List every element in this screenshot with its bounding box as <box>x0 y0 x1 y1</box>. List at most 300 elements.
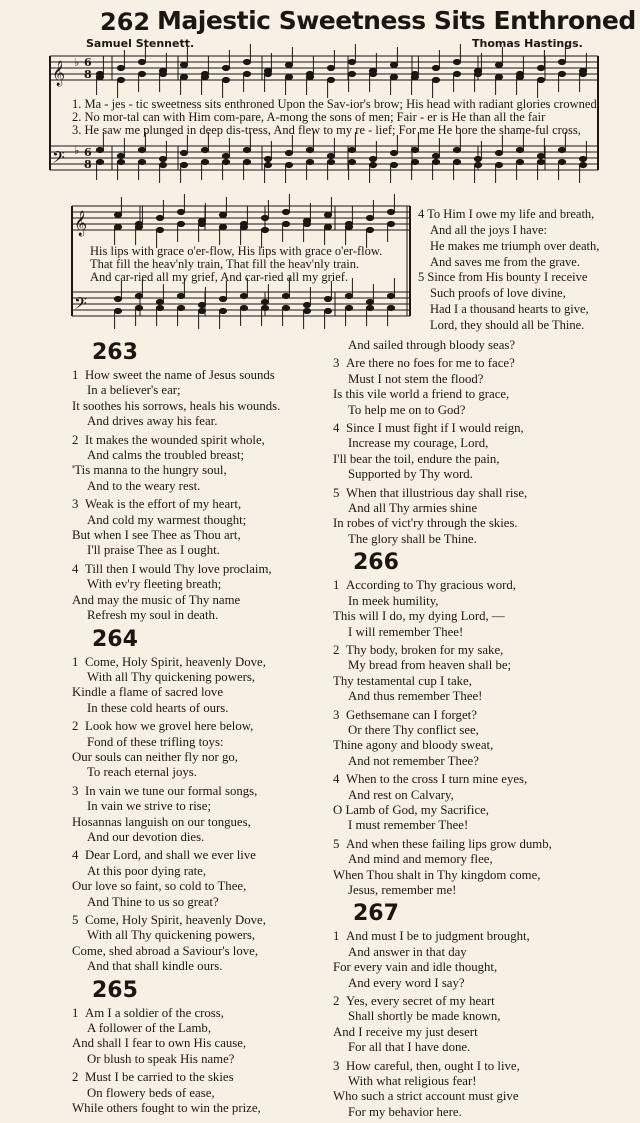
note-head <box>96 147 103 152</box>
hymn-number-264: 264 <box>92 626 138 652</box>
verse-line: O Lamb of God, my Sacrifice, <box>333 802 490 817</box>
note-head <box>495 150 502 155</box>
verse-line: Who such a strict account must give <box>333 1089 519 1104</box>
note-head <box>114 212 121 217</box>
svg-text:𝄞: 𝄞 <box>74 211 88 236</box>
svg-text:♭: ♭ <box>74 56 80 69</box>
verse-line: And drives away his fear. <box>87 414 218 429</box>
verse-line: I must remember Thee! <box>348 818 469 833</box>
verse-1 <box>72 368 362 430</box>
hymn-number-263: 263 <box>92 340 138 365</box>
note-head <box>387 305 394 310</box>
side-stanza-4 <box>418 206 599 270</box>
note-head <box>177 221 184 226</box>
note-head <box>306 74 313 79</box>
svg-text:♭: ♭ <box>74 144 80 157</box>
verse-text: It makes the wounded spirit whole, <box>85 432 265 447</box>
note-head <box>495 74 502 79</box>
verse-line <box>333 994 623 1009</box>
verse-line: In these cold hearts of ours. <box>87 700 229 715</box>
note-head <box>369 71 376 76</box>
verse-text: Gethsemane can I forget? <box>346 707 477 722</box>
note-head <box>345 224 352 229</box>
note-head <box>135 224 142 229</box>
note-head <box>114 308 121 313</box>
verse-number: 5 <box>333 485 340 500</box>
note-head <box>324 296 331 301</box>
note-head <box>366 305 373 310</box>
note-head <box>156 299 163 304</box>
note-head <box>222 65 229 70</box>
verse-line: And may the music of Thy name <box>72 592 241 607</box>
verse-text: Since I must fight if I would reign, <box>346 421 524 436</box>
note-head <box>177 209 184 214</box>
verse-line <box>72 1070 362 1085</box>
note-head <box>390 150 397 155</box>
verse-3 <box>72 784 362 846</box>
note-head <box>264 156 271 161</box>
note-head <box>264 162 271 167</box>
verse-number: 3 <box>333 1058 340 1073</box>
note-head <box>117 65 124 70</box>
verse-text: Come, Holy Spirit, heavenly Dove, <box>85 654 266 669</box>
note-head <box>432 159 439 164</box>
svg-text:𝄢: 𝄢 <box>52 147 65 171</box>
verse-line: And shall I fear to own His cause, <box>72 1036 247 1051</box>
note-head <box>390 74 397 79</box>
verse-number: 4 <box>72 561 79 576</box>
lyricist-credit: Samuel Stennett. <box>86 37 195 50</box>
note-head <box>261 227 268 232</box>
verse-line: To help me on to God? <box>348 402 466 417</box>
verse-text: Till then I would Thy love proclaim, <box>85 561 272 576</box>
verse-line <box>333 708 623 723</box>
verse-line: And rest on Calvary, <box>348 787 454 802</box>
note-head <box>138 71 145 76</box>
note-head <box>240 305 247 310</box>
verse-line: And to the weary rest. <box>87 478 201 493</box>
side-stanza-5 <box>418 269 589 333</box>
verse-line: This will I do, my dying Lord, — <box>333 609 505 624</box>
note-head <box>222 153 229 158</box>
note-head <box>198 302 205 307</box>
verse-line: And all Thy armies shine <box>348 501 478 516</box>
svg-text:6: 6 <box>84 146 92 159</box>
verse-line: It soothes his sorrows, heals his wounds. <box>72 398 281 413</box>
stanza-line: And saves me from the grave. <box>430 255 580 269</box>
note-head <box>369 162 376 167</box>
note-head <box>558 147 565 152</box>
note-head <box>219 296 226 301</box>
note-head <box>474 156 481 161</box>
verse-5 <box>72 913 362 975</box>
verse-line: Thy testamental cup I take, <box>333 673 472 688</box>
note-head <box>348 71 355 76</box>
verse-1 <box>333 929 623 991</box>
verse-text: When that illustrious day shall rise, <box>346 485 528 500</box>
note-head <box>282 293 289 298</box>
svg-text:8: 8 <box>84 158 92 171</box>
verse-text: In vain we tune our formal songs, <box>85 783 258 798</box>
note-head <box>537 153 544 158</box>
stanza-line: Had I a thousand hearts to give, <box>430 302 589 316</box>
stanza-line: Such proofs of love divine, <box>430 286 566 300</box>
right-hymn-column <box>333 338 623 1123</box>
left-hymn-column <box>72 338 362 1119</box>
note-head <box>117 153 124 158</box>
verse-text: Are there no foes for me to face? <box>346 356 515 371</box>
note-head <box>243 159 250 164</box>
verse-number: 3 <box>333 707 340 722</box>
verse-number: 2 <box>333 642 340 657</box>
hymn-number-265: 265 <box>92 977 138 1003</box>
note-head <box>558 71 565 76</box>
verse-text: Yes, every secret of my heart <box>346 994 495 1009</box>
stanza-line: He makes me triumph over death, <box>430 239 600 253</box>
verse-line: With all Thy quickening powers, <box>87 928 256 943</box>
note-head <box>348 159 355 164</box>
note-head <box>201 159 208 164</box>
verse-line: And sailed through bloody seas? <box>348 338 516 352</box>
verse-line: At this poor dying rate, <box>87 863 207 878</box>
note-head <box>285 162 292 167</box>
note-head <box>537 77 544 82</box>
verse-line: Refresh my soul in death. <box>87 608 219 623</box>
note-head <box>432 153 439 158</box>
verse-line: Is this vile world a friend to grace, <box>333 387 510 402</box>
note-head <box>285 150 292 155</box>
note-head <box>495 62 502 67</box>
note-head <box>453 147 460 152</box>
note-head <box>156 227 163 232</box>
verse-line <box>72 368 362 383</box>
note-head <box>240 224 247 229</box>
note-head <box>366 299 373 304</box>
note-head <box>579 162 586 167</box>
note-head <box>327 65 334 70</box>
svg-text:6: 6 <box>84 56 92 69</box>
verse-line: And thus remember Thee! <box>348 689 483 704</box>
note-head <box>516 74 523 79</box>
verse-line: Jesus, remember me! <box>348 883 457 897</box>
verse-line: With all Thy quickening powers, <box>87 669 256 684</box>
note-head <box>198 221 205 226</box>
verse-line <box>333 486 623 501</box>
verse-line: And I receive my just desert <box>333 1024 478 1039</box>
verse-number: 4 <box>333 772 340 787</box>
note-head <box>96 74 103 79</box>
verse-line: For my behavior here. <box>348 1104 462 1119</box>
note-head <box>327 159 334 164</box>
note-head <box>453 71 460 76</box>
note-head <box>303 221 310 226</box>
verse-text: Thy body, broken for my sake, <box>346 642 504 657</box>
verse-number: 1 <box>72 368 79 382</box>
note-head <box>219 224 226 229</box>
verse-line <box>72 784 362 799</box>
note-head <box>306 159 313 164</box>
note-head <box>198 308 205 313</box>
note-head <box>243 147 250 152</box>
note-head <box>327 153 334 158</box>
verse-line: And answer in that day <box>348 944 467 959</box>
verse-4 <box>72 848 362 910</box>
note-head <box>411 74 418 79</box>
note-head <box>180 162 187 167</box>
verse-line: My bread from heaven shall be; <box>348 658 512 673</box>
note-head <box>285 74 292 79</box>
note-head <box>369 156 376 161</box>
verse-number: 5 <box>72 913 79 927</box>
note-head <box>306 147 313 152</box>
note-head <box>387 293 394 298</box>
note-head <box>348 147 355 152</box>
verse-number: 1 <box>333 578 340 593</box>
note-head <box>366 215 373 220</box>
note-head <box>432 65 439 70</box>
verse-line: Fond of these trifling toys: <box>87 734 224 749</box>
note-head <box>156 305 163 310</box>
verse-5 <box>333 837 623 899</box>
verse-line: Shall shortly be made known, <box>348 1009 501 1024</box>
note-head <box>327 77 334 82</box>
verse-number: 2 <box>72 1070 79 1085</box>
note-head <box>96 159 103 164</box>
verse-line: Our souls can neither fly nor go, <box>72 749 238 764</box>
note-head <box>387 209 394 214</box>
verse-line: And Thine to us so great? <box>87 894 219 909</box>
verse-line: Or there Thy conflict see, <box>348 722 479 737</box>
verse-line <box>333 421 623 436</box>
note-head <box>114 224 121 229</box>
verse-line <box>72 719 362 734</box>
note-head <box>453 159 460 164</box>
verse-line: In vain we strive to rise; <box>87 799 212 814</box>
note-head <box>282 221 289 226</box>
verse-number: 5 <box>333 836 340 851</box>
note-head <box>495 162 502 167</box>
verse-number: 3 <box>72 497 79 512</box>
verse-line: Supported by Thy word. <box>348 467 473 482</box>
note-head <box>474 162 481 167</box>
note-head <box>240 293 247 298</box>
verse-line: Our love so faint, so cold to Thee, <box>72 879 247 894</box>
score-lyric-verse-1: 1. Ma - jes - tic sweetness sits enthroned Upon the Sav-ior's brow; His head with radiant glories crowned <box>72 97 597 111</box>
verse-line: Must I not stem the flood? <box>348 371 484 386</box>
note-head <box>180 62 187 67</box>
note-head <box>159 162 166 167</box>
note-head <box>222 159 229 164</box>
verse-line: And our devotion dies. <box>87 829 205 844</box>
verse-number: 3 <box>333 356 340 371</box>
verse-line <box>72 655 362 670</box>
note-head <box>537 159 544 164</box>
note-head <box>138 59 145 64</box>
verse-line: And calms the troubled breast; <box>87 448 245 463</box>
hymn-number-267: 267 <box>353 901 399 927</box>
verse-continuation <box>333 338 623 353</box>
verse-line: But when I see Thee as Thou art, <box>72 528 241 543</box>
verse-line: For every vain and idle thought, <box>333 960 498 975</box>
note-head <box>558 159 565 164</box>
note-head <box>411 159 418 164</box>
score-lyric-refrain-1: His lips with grace o'er-flow, His lips with grace o'er-flow. <box>90 244 383 258</box>
note-head <box>135 293 142 298</box>
hymn-number-266: 266 <box>353 550 399 576</box>
note-head <box>453 59 460 64</box>
stanza-line <box>418 206 599 222</box>
verse-line: And mind and memory flee, <box>348 852 493 867</box>
verse-line <box>333 356 623 371</box>
verse-number: 4 <box>333 421 340 436</box>
score-lyric-verse-2: 2. No mor-tal can with Him com-pare, A-mong the sons of men; Fair - er is He than all the fair <box>72 110 546 124</box>
note-head <box>138 159 145 164</box>
verse-2 <box>333 994 623 1056</box>
svg-text:8: 8 <box>84 68 92 81</box>
note-head <box>261 305 268 310</box>
verse-number: 4 <box>72 848 79 863</box>
note-head <box>219 308 226 313</box>
verse-line: When Thou shalt in Thy kingdom come, <box>333 867 541 882</box>
verse-line: A follower of the Lamb, <box>87 1021 212 1036</box>
verse-line: And that shall kindle ours. <box>87 959 223 974</box>
verse-text: How careful, then, ought I to live, <box>346 1058 520 1073</box>
verse-line: Hosannas languish on our tongues, <box>72 814 251 829</box>
verse-line <box>333 643 623 658</box>
verse-line <box>72 848 362 863</box>
verse-text: Come, Holy Spirit, heavenly Dove, <box>85 913 266 927</box>
verse-4 <box>72 562 362 624</box>
note-head <box>366 227 373 232</box>
verse-text: Dear Lord, and shall we ever live <box>85 848 256 863</box>
note-head <box>474 71 481 76</box>
score-lyric-refrain-3: And car-ried all my grief, And car-ried all my grief. <box>90 270 349 284</box>
note-head <box>303 308 310 313</box>
verse-line <box>333 1059 623 1074</box>
note-head <box>432 77 439 82</box>
note-head <box>390 62 397 67</box>
verse-text: And when these failing lips grow dumb, <box>346 836 552 851</box>
note-head <box>579 156 586 161</box>
stanza-line <box>418 269 589 285</box>
verse-line <box>72 562 362 577</box>
note-head <box>114 296 121 301</box>
stanza-number: 4 <box>418 207 425 221</box>
hymn-title: Majestic Sweetness Sits Enthroned <box>157 6 636 35</box>
verse-text: And must I be to judgment brought, <box>346 929 530 944</box>
verse-2 <box>72 719 362 781</box>
svg-text:𝄢: 𝄢 <box>74 293 87 317</box>
note-head <box>180 74 187 79</box>
verse-3 <box>333 356 623 418</box>
verse-number: 2 <box>72 432 79 447</box>
note-head <box>285 62 292 67</box>
note-head <box>138 147 145 152</box>
verse-2 <box>333 643 623 705</box>
stanza-line: Lord, they should all be Thine. <box>430 318 585 332</box>
note-head <box>222 77 229 82</box>
verse-1 <box>72 655 362 717</box>
verse-line: Thine agony and bloody sweat, <box>333 738 494 753</box>
verse-line: For all that I have done. <box>348 1040 471 1055</box>
note-head <box>177 293 184 298</box>
note-head <box>579 71 586 76</box>
note-head <box>159 156 166 161</box>
verse-line: In meek humility, <box>348 593 439 608</box>
note-head <box>201 147 208 152</box>
verse-number: 1 <box>72 654 79 669</box>
note-head <box>537 65 544 70</box>
verse-line: With ev'ry fleeting breath; <box>87 577 222 592</box>
verse-4 <box>333 772 623 834</box>
verse-text: Must I be carried to the skies <box>85 1070 234 1085</box>
verse-3 <box>333 708 623 770</box>
note-head <box>324 224 331 229</box>
verse-line: In a believer's ear; <box>87 383 181 398</box>
verse-text: Look how we grovel here below, <box>85 719 254 734</box>
verse-line <box>333 772 623 787</box>
verse-line <box>333 578 623 593</box>
note-head <box>387 221 394 226</box>
verse-line: And cold my warmest thought; <box>87 512 247 527</box>
note-head <box>243 59 250 64</box>
score-lyric-verse-3: 3. He saw me plunged in deep dis-tress, And flew to my re - lief; For me He bore the shame-ful cross, <box>72 123 581 137</box>
verse-line: On flowery beds of ease, <box>87 1085 215 1100</box>
composer-credit: Thomas Hastings. <box>472 37 583 50</box>
verse-3 <box>72 497 362 559</box>
verse-number: 3 <box>72 783 79 798</box>
verse-line: While others fought to win the prize, <box>72 1101 261 1116</box>
verse-line: In robes of vict'ry through the skies. <box>333 516 518 531</box>
note-head <box>261 215 268 220</box>
note-head <box>159 71 166 76</box>
verse-3 <box>333 1059 623 1121</box>
note-head <box>516 159 523 164</box>
note-head <box>411 147 418 152</box>
note-head <box>177 305 184 310</box>
note-head <box>243 71 250 76</box>
note-head <box>324 212 331 217</box>
note-head <box>117 77 124 82</box>
note-head <box>303 302 310 307</box>
note-head <box>201 74 208 79</box>
score-lyric-refrain-2: That fill the heav'nly train, That fill the heav'nly train. <box>90 257 360 271</box>
verse-line <box>333 929 623 944</box>
note-head <box>390 162 397 167</box>
note-head <box>261 299 268 304</box>
note-head <box>324 308 331 313</box>
note-head <box>516 147 523 152</box>
verse-text: Am I a soldier of the cross, <box>85 1005 224 1020</box>
verse-text: How sweet the name of Jesus sounds <box>85 368 275 382</box>
stanza-number: 5 <box>418 270 425 284</box>
note-head <box>219 212 226 217</box>
note-head <box>135 305 142 310</box>
verse-number: 1 <box>333 929 340 944</box>
verse-4 <box>333 421 623 483</box>
note-head <box>264 71 271 76</box>
stanza-line: And all the joys I have: <box>430 223 547 237</box>
verse-line: And not remember Thee? <box>348 753 479 768</box>
verse-line: With what religious fear! <box>348 1074 477 1089</box>
stanza-text: To Him I owe my life and breath, <box>427 207 595 221</box>
verse-line: I'll bear the toil, endure the pain, <box>333 451 500 466</box>
verse-text: Weak is the effort of my heart, <box>85 497 242 512</box>
hymn-number-262: 262 <box>100 8 151 36</box>
verse-2 <box>72 1070 362 1116</box>
verse-line: 'Tis manna to the hungry soul, <box>72 463 227 478</box>
verse-line: Or blush to speak His name? <box>87 1051 235 1066</box>
